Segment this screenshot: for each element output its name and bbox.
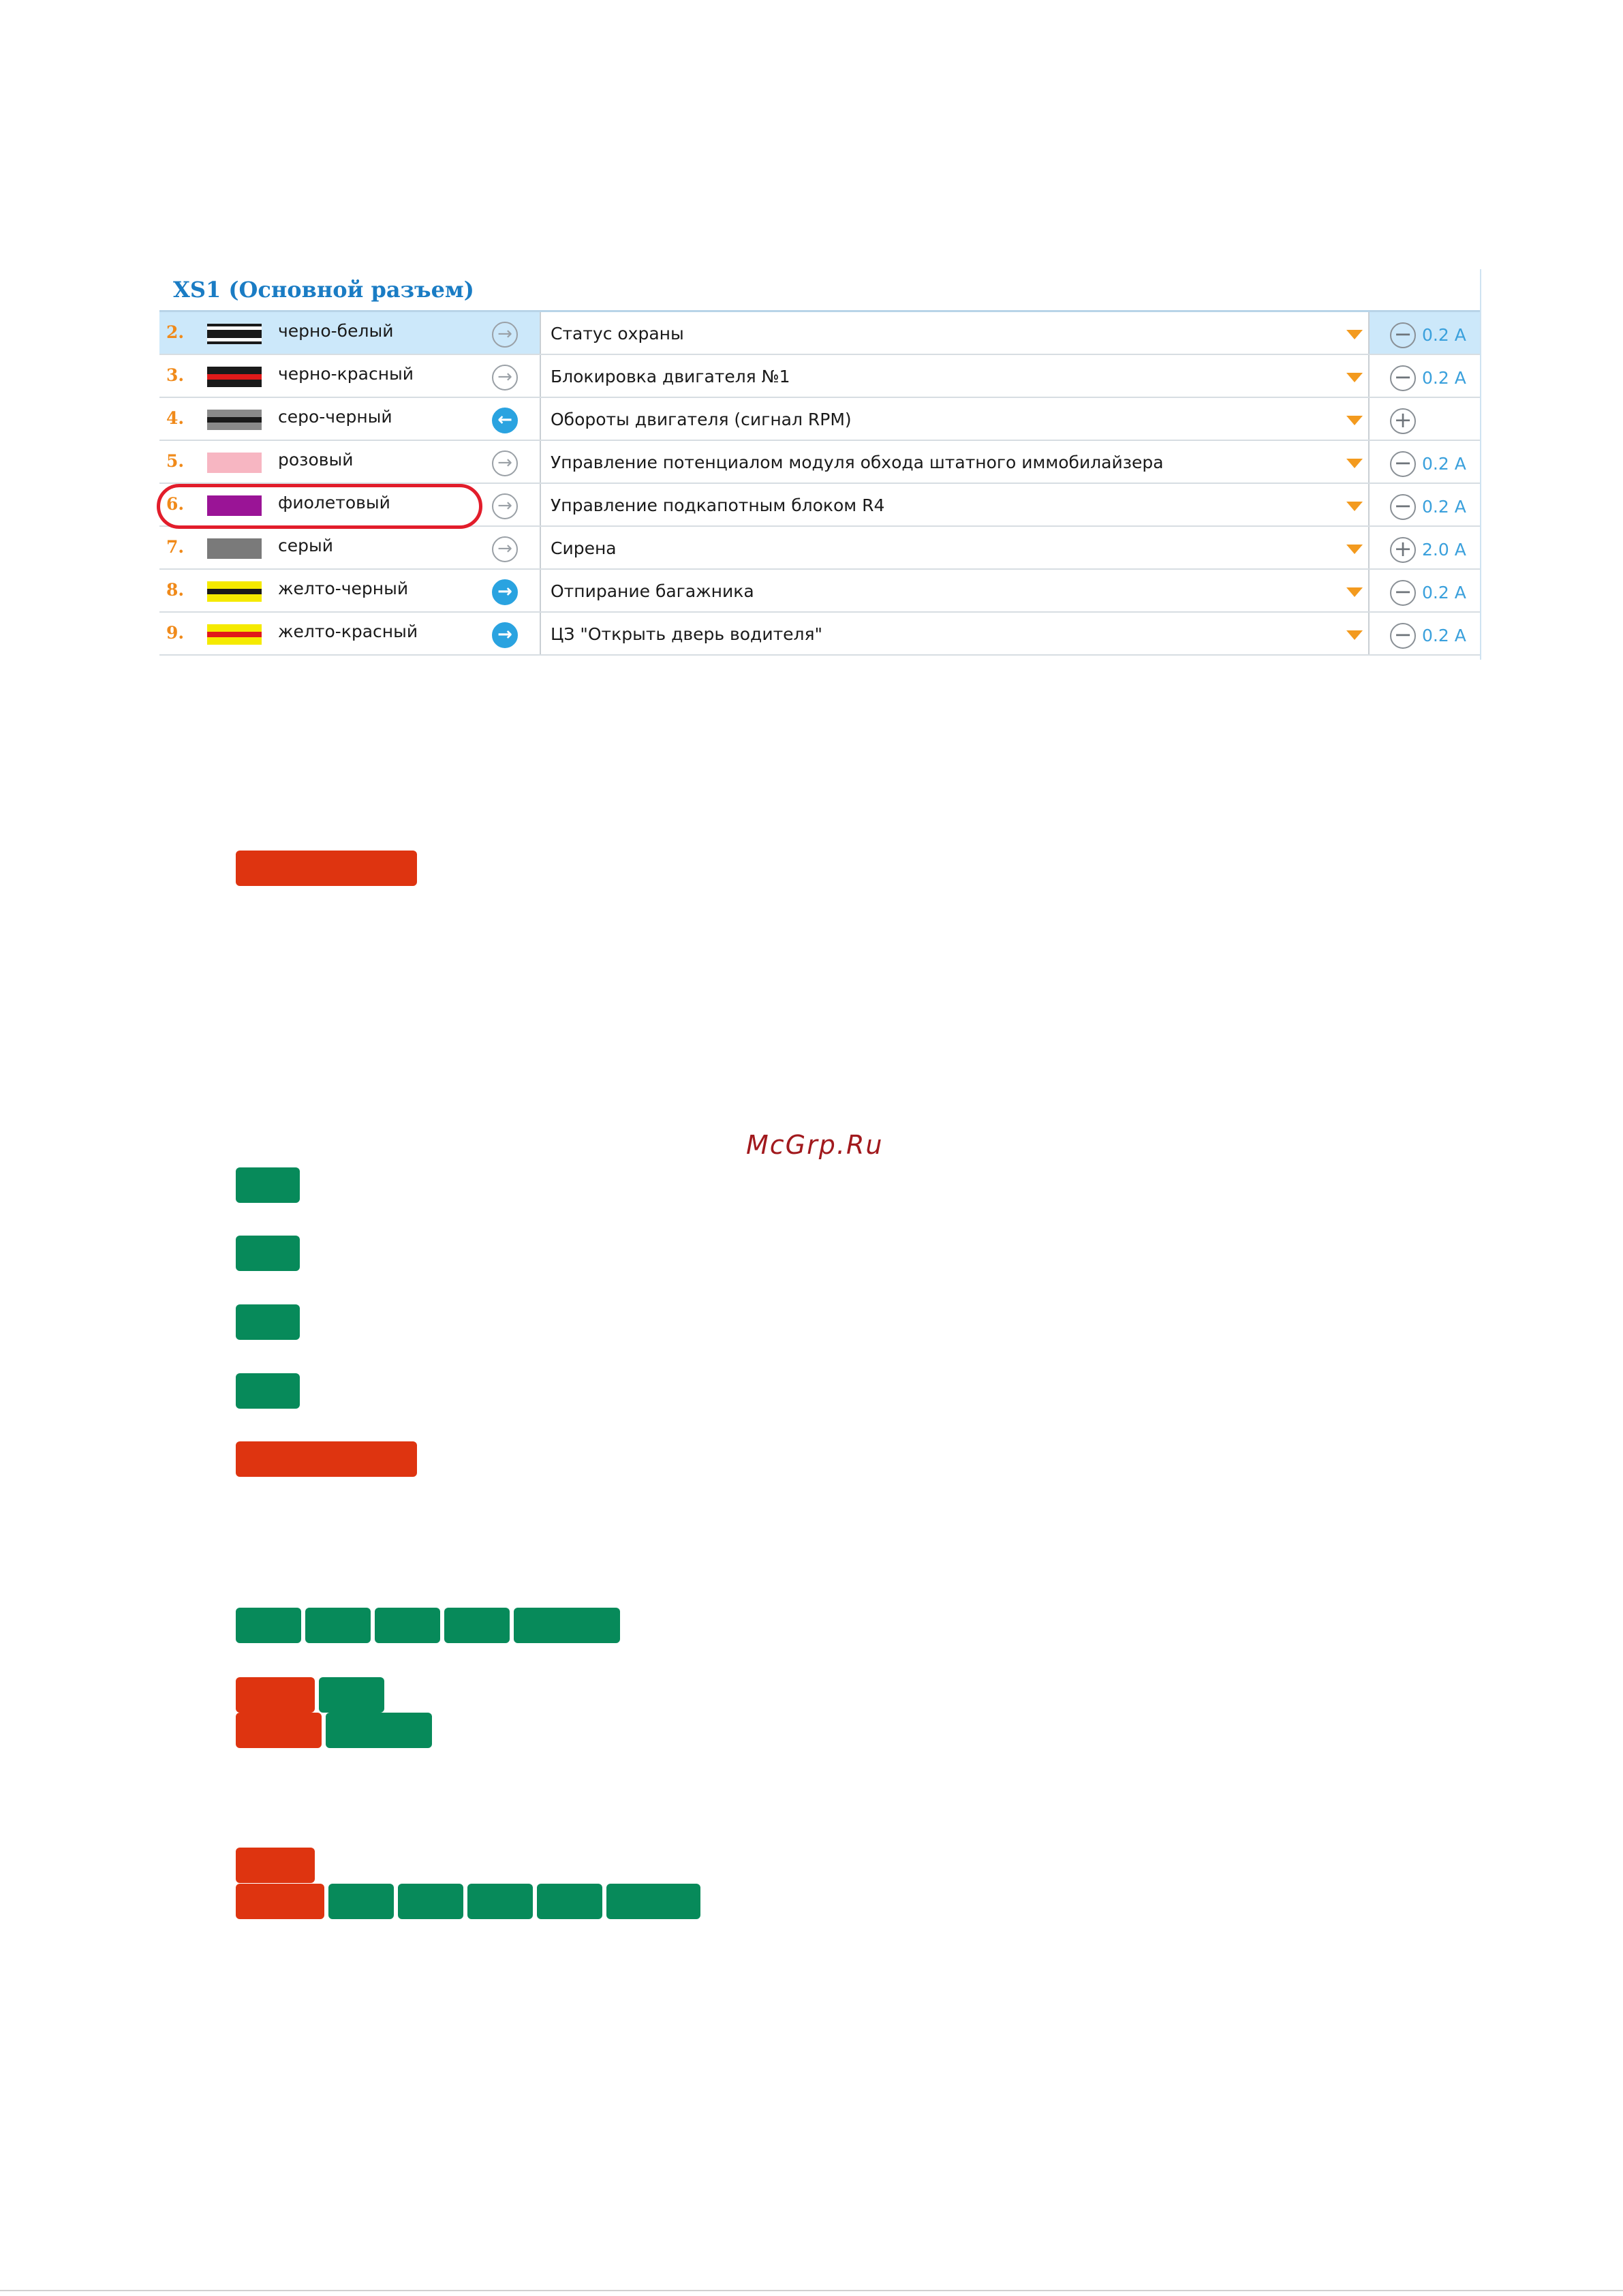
wire-color-swatch (207, 367, 262, 387)
panel-title: XS1 (Основной разъем) (173, 277, 474, 303)
wire-color-swatch (207, 538, 262, 559)
redacted-block (319, 1677, 384, 1713)
function-select[interactable] (540, 527, 1370, 568)
function-select[interactable] (540, 570, 1370, 611)
footer-divider (0, 2290, 1623, 2291)
output-arrow-icon[interactable]: → (492, 450, 518, 476)
minus-circle-icon[interactable]: − (1390, 451, 1416, 477)
redacted-block (375, 1608, 440, 1643)
function-value: Управление потенциалом модуля обхода штатного иммобилайзера (551, 453, 1164, 472)
pin-row-7[interactable] (159, 527, 1480, 570)
function-select[interactable] (540, 398, 1370, 440)
pin-number: 9. (166, 623, 185, 643)
minus-circle-icon[interactable]: − (1390, 365, 1416, 391)
dropdown-arrow-icon[interactable] (1346, 373, 1363, 382)
redacted-block (236, 1441, 417, 1477)
pin-row-5[interactable] (159, 441, 1480, 484)
wire-color-label: черно-красный (278, 364, 414, 384)
redacted-block (305, 1608, 371, 1643)
pin-row-9[interactable] (159, 613, 1480, 656)
function-select[interactable] (540, 441, 1370, 483)
redacted-block (236, 1304, 300, 1340)
redacted-block (236, 1373, 300, 1409)
function-value: Обороты двигателя (сигнал RPM) (551, 410, 852, 429)
output-arrow-icon[interactable]: → (492, 493, 518, 519)
redacted-block (236, 1236, 300, 1271)
dropdown-arrow-icon[interactable] (1346, 416, 1363, 425)
redacted-block (236, 1677, 315, 1713)
function-value: ЦЗ "Открыть дверь водителя" (551, 624, 823, 644)
pin-number: 3. (166, 365, 185, 385)
function-select[interactable] (540, 355, 1370, 397)
wire-color-label: серо-черный (278, 407, 392, 427)
pin-number: 6. (166, 494, 185, 514)
current-rating: 0.2 A (1422, 583, 1466, 602)
function-select[interactable] (540, 613, 1370, 654)
redacted-block (328, 1884, 394, 1919)
current-rating: 2.0 A (1422, 540, 1466, 560)
output-arrow-icon[interactable]: → (492, 622, 518, 648)
current-rating: 0.2 A (1422, 325, 1466, 345)
wire-color-label: черно-белый (278, 321, 394, 341)
function-value: Блокировка двигателя №1 (551, 367, 790, 386)
redacted-block (236, 1608, 301, 1643)
dropdown-arrow-icon[interactable] (1346, 502, 1363, 511)
redacted-block (467, 1884, 533, 1919)
pin-row-3[interactable] (159, 355, 1480, 398)
wire-color-label: желто-черный (278, 579, 409, 598)
wire-color-swatch (207, 410, 262, 430)
dropdown-arrow-icon[interactable] (1346, 459, 1363, 468)
wire-color-label: желто-красный (278, 622, 418, 641)
function-select[interactable] (540, 312, 1370, 354)
minus-circle-icon[interactable]: − (1390, 623, 1416, 649)
redacted-block (236, 1848, 315, 1883)
dropdown-arrow-icon[interactable] (1346, 330, 1363, 339)
pin-number: 2. (166, 322, 185, 342)
wire-color-label: серый (278, 536, 333, 555)
redacted-block (326, 1713, 432, 1748)
redacted-block (537, 1884, 602, 1919)
current-rating: 0.2 A (1422, 454, 1466, 474)
redacted-block (236, 1884, 324, 1919)
current-rating: 0.2 A (1422, 497, 1466, 517)
redacted-block (444, 1608, 510, 1643)
wire-color-swatch (207, 581, 262, 602)
wire-color-swatch (207, 624, 262, 645)
output-arrow-icon[interactable]: → (492, 365, 518, 391)
redacted-block (514, 1608, 620, 1643)
dropdown-arrow-icon[interactable] (1346, 587, 1363, 597)
pin-number: 7. (166, 537, 185, 557)
redacted-block (398, 1884, 463, 1919)
output-arrow-icon[interactable]: → (492, 579, 518, 605)
output-arrow-icon[interactable]: → (492, 322, 518, 348)
pin-row-4[interactable] (159, 398, 1480, 441)
function-value: Управление подкапотным блоком R4 (551, 495, 885, 515)
dropdown-arrow-icon[interactable] (1346, 545, 1363, 554)
plus-circle-icon[interactable]: + (1390, 408, 1416, 434)
current-rating: 0.2 A (1422, 368, 1466, 388)
pin-number: 8. (166, 580, 185, 600)
pin-row-2[interactable] (159, 312, 1480, 355)
redacted-block (236, 851, 417, 886)
minus-circle-icon[interactable]: − (1390, 580, 1416, 606)
redacted-block (236, 1167, 300, 1203)
pin-number: 5. (166, 451, 185, 471)
pin-row-8[interactable] (159, 570, 1480, 613)
dropdown-arrow-icon[interactable] (1346, 630, 1363, 640)
wire-color-label: фиолетовый (278, 493, 390, 512)
connector-panel (159, 269, 1481, 660)
current-rating: 0.2 A (1422, 626, 1466, 645)
wire-color-label: розовый (278, 450, 354, 470)
function-value: Сирена (551, 538, 617, 558)
pin-number: 4. (166, 408, 185, 428)
function-value: Отпирание багажника (551, 581, 754, 601)
watermark: McGrp.Ru (746, 1130, 884, 1160)
redacted-block (606, 1884, 700, 1919)
function-select[interactable] (540, 484, 1370, 525)
plus-circle-icon[interactable]: + (1390, 537, 1416, 563)
redacted-block (236, 1713, 322, 1748)
minus-circle-icon[interactable]: − (1390, 322, 1416, 348)
wire-color-swatch (207, 453, 262, 473)
highlight-ring (157, 484, 482, 529)
input-arrow-icon[interactable]: ← (492, 408, 518, 433)
function-value: Статус охраны (551, 324, 684, 343)
output-arrow-icon[interactable]: → (492, 536, 518, 562)
minus-circle-icon[interactable]: − (1390, 494, 1416, 520)
wire-color-swatch (207, 324, 262, 344)
